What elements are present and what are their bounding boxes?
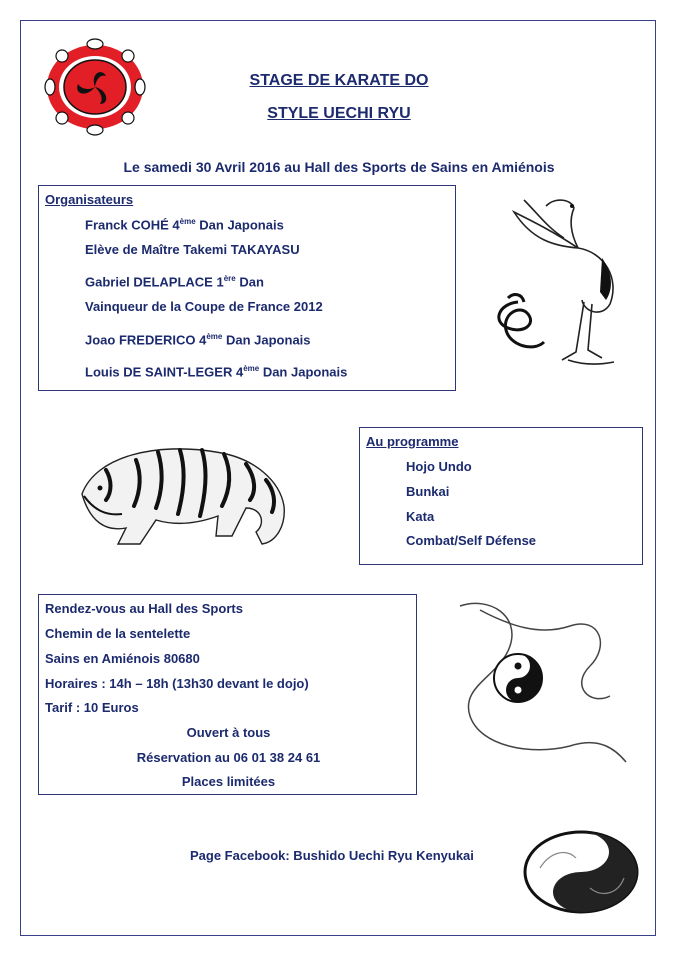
rendezvous-line-1: Rendez-vous au Hall des Sports xyxy=(45,601,243,616)
price-line: Tarif : 10 Euros xyxy=(45,700,139,715)
programme-item-3: Kata xyxy=(406,509,435,524)
title-line-1: STAGE DE KARATE DO xyxy=(249,72,429,89)
organiser-3: Joao FREDERICO 4ème Dan Japonais xyxy=(85,332,311,348)
organiser-4: Louis DE SAINT-LEGER 4ème Dan Japonais xyxy=(85,364,348,380)
title-line-2: STYLE UECHI RYU xyxy=(267,105,411,122)
schedule-line: Horaires : 14h – 18h (13h30 devant le dojo) xyxy=(45,676,309,691)
programme-item-2: Bunkai xyxy=(406,484,450,499)
limited-places: Places limitées xyxy=(181,774,276,789)
open-to-all: Ouvert à tous xyxy=(186,725,271,740)
rendezvous-line-2: Chemin de la sentelette xyxy=(45,626,191,641)
organiser-1: Franck COHÉ 4ème Dan Japonais xyxy=(85,217,284,233)
crane-snake-illustration xyxy=(484,192,630,372)
programme-box xyxy=(359,427,643,565)
programme-item-1: Hojo Undo xyxy=(406,459,472,474)
organiser-2: Gabriel DELAPLACE 1ère Dan xyxy=(85,274,264,290)
organisers-box xyxy=(38,185,456,391)
programme-heading: Au programme xyxy=(366,434,459,449)
organiser-1-note: Elève de Maître Takemi TAKAYASU xyxy=(85,242,300,257)
event-date-line: Le samedi 30 Avril 2016 au Hall des Sports de Sains en Amiénois xyxy=(123,159,555,175)
rendezvous-line-3: Sains en Amiénois 80680 xyxy=(45,651,200,666)
programme-item-4: Combat/Self Défense xyxy=(406,533,537,548)
dragon-yinyang-illustration xyxy=(440,596,636,766)
rendezvous-box xyxy=(38,594,417,795)
organiser-2-note: Vainqueur de la Coupe de France 2012 xyxy=(85,299,323,314)
yinyang-dragon-tiger-icon xyxy=(520,828,642,916)
reservation-phone: Réservation au 06 01 38 24 61 xyxy=(136,750,321,765)
facebook-page: Page Facebook: Bushido Uechi Ryu Kenyukai xyxy=(190,848,474,863)
tiger-illustration xyxy=(66,436,298,552)
organisers-heading: Organisateurs xyxy=(45,192,134,207)
